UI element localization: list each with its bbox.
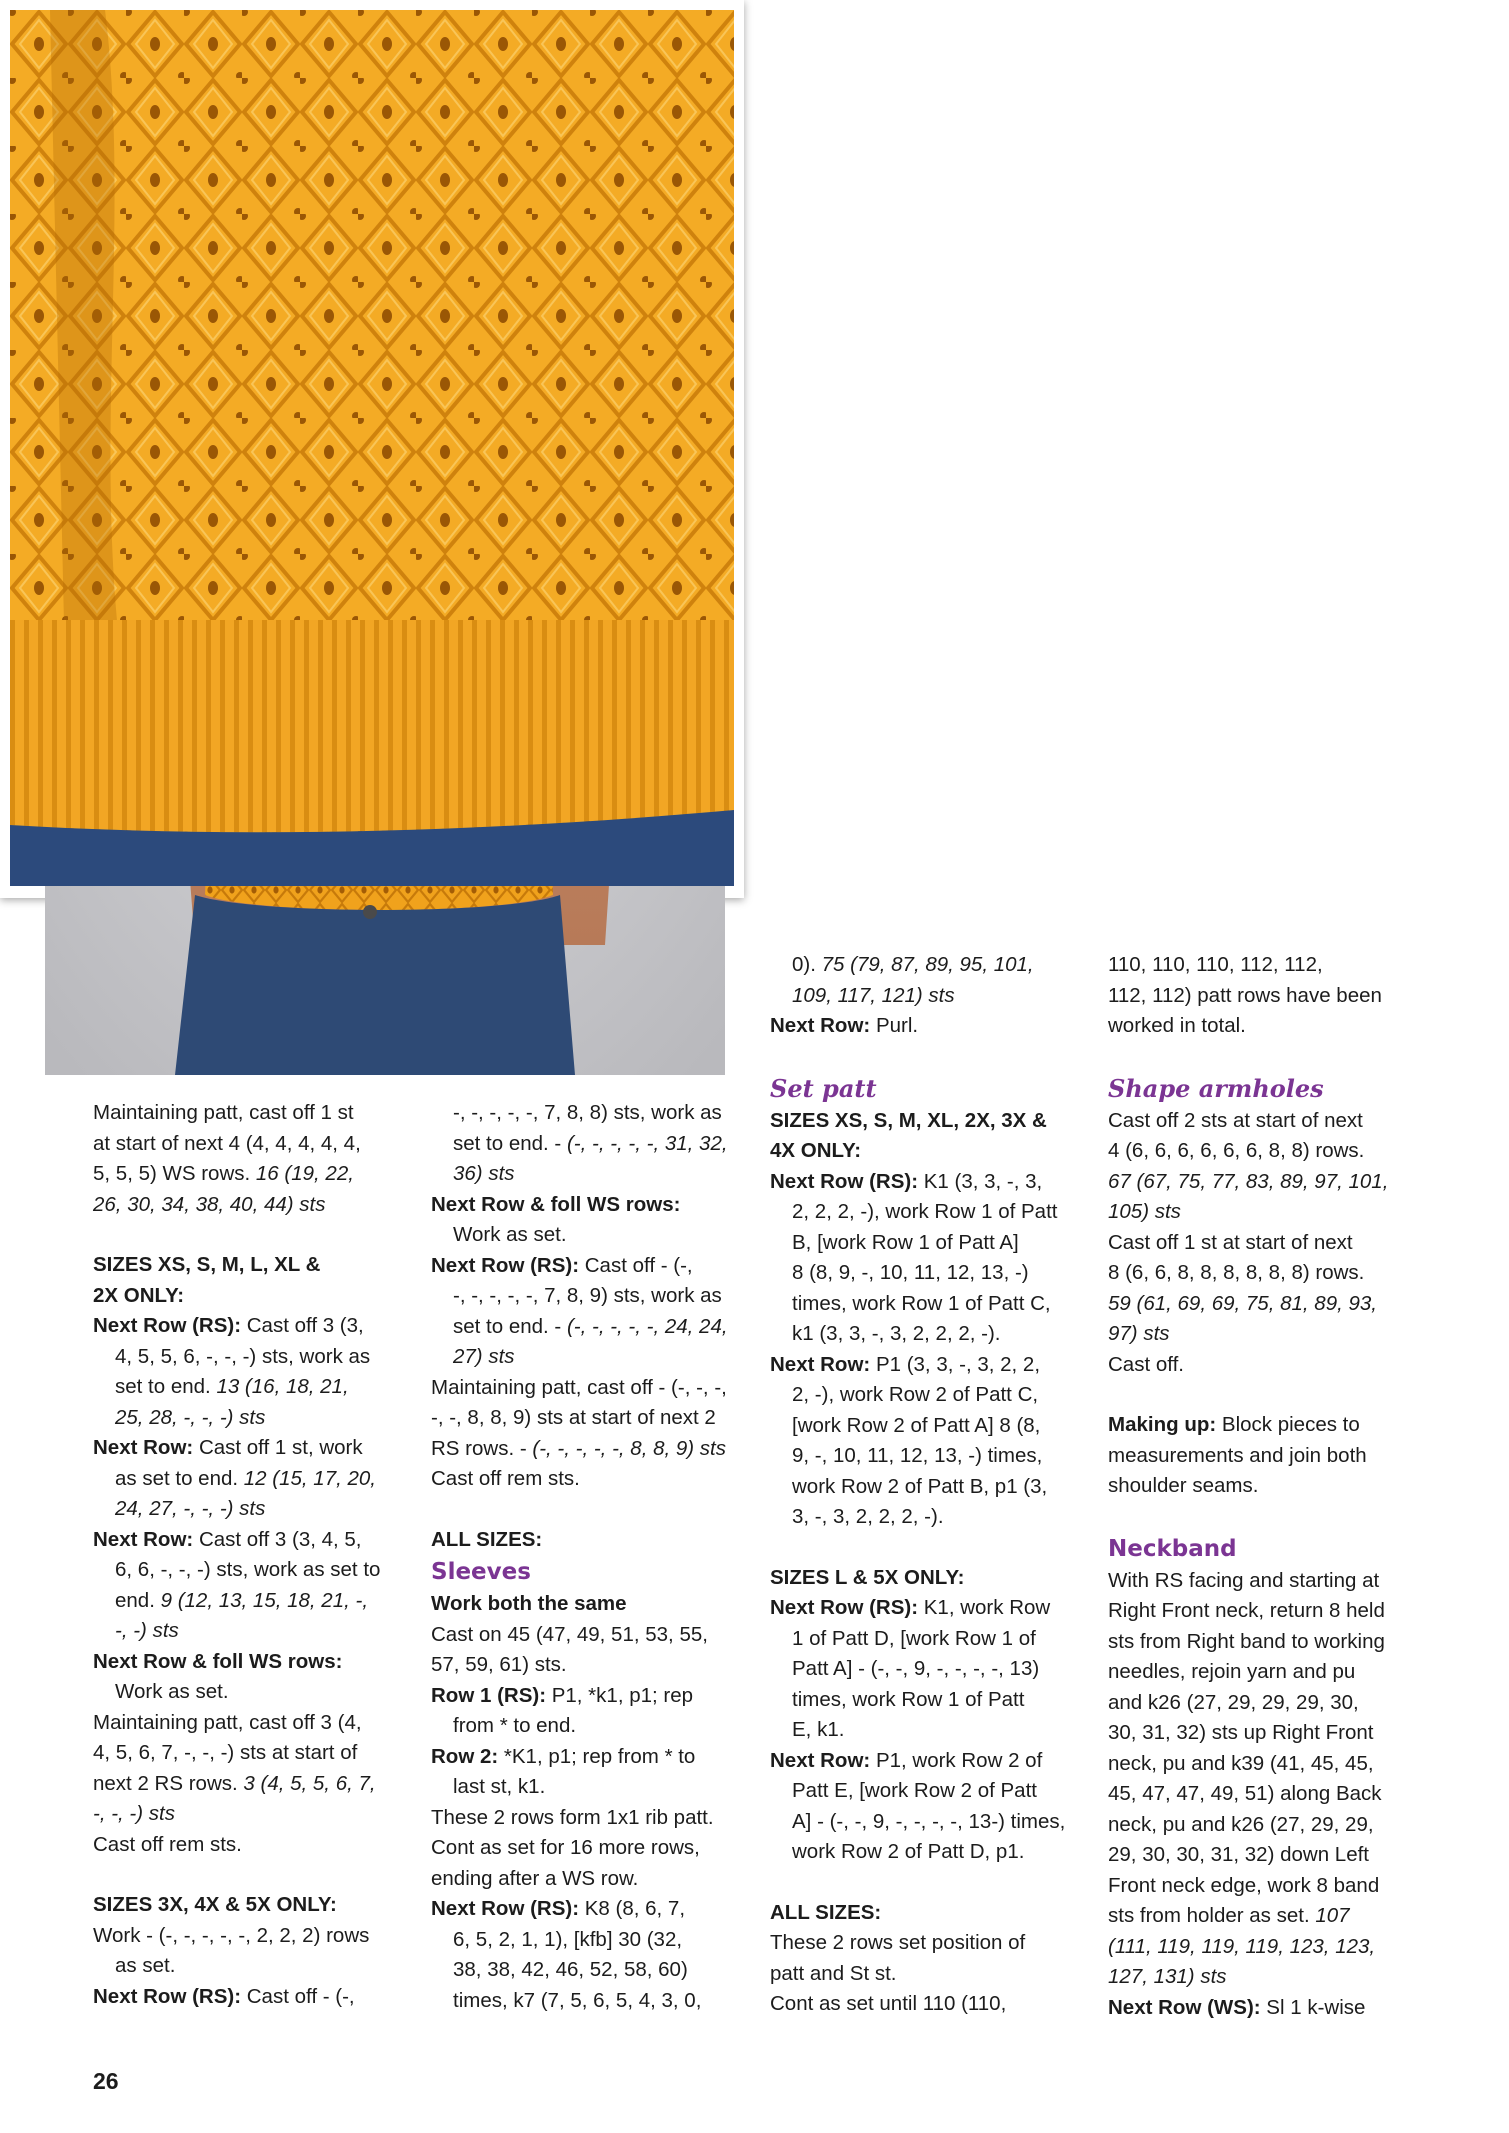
instruction-text: and k26 (27, 29, 29, 29, 30, (1108, 1690, 1359, 1714)
instruction-block (431, 1742, 741, 1803)
instruction-text: E, k1. (792, 1718, 845, 1741)
instruction-line (431, 1373, 741, 1404)
instruction-line (431, 1190, 741, 1221)
instruction-line (1108, 1688, 1428, 1719)
pattern-column-3 (770, 950, 1075, 2020)
instruction-text: Maintaining patt, cast off 1 st (93, 1101, 354, 1124)
instruction-line (93, 1982, 398, 2013)
section-heading: Neckband (1108, 1535, 1237, 1562)
instruction-line (1108, 1258, 1428, 1289)
instruction-line (431, 1342, 741, 1373)
instruction-text: 0). (792, 953, 822, 976)
instruction-text: Cast off - (-, (246, 1984, 355, 2008)
instruction-text: last st, k1. (453, 1775, 546, 1798)
instruction-line (1108, 1749, 1428, 1780)
instruction-line (770, 1350, 1075, 1381)
instruction-text: 9, -, 10, 11, 12, 13, -) times, (792, 1444, 1043, 1467)
instruction-line (770, 1593, 1075, 1624)
instruction-line (431, 1650, 741, 1681)
instruction-block (431, 1098, 741, 1190)
bold-term: ALL SIZES: (431, 1527, 543, 1551)
paragraph-gap (431, 1495, 741, 1525)
instruction-line (770, 1136, 1075, 1167)
instruction-line (770, 1228, 1075, 1259)
instruction-line (431, 1742, 741, 1773)
bold-term: Next Row & foll WS rows: (431, 1192, 681, 1216)
bold-term: Next Row (RS): (770, 1169, 924, 1193)
instruction-line (1108, 1810, 1428, 1841)
instruction-line (1108, 1319, 1428, 1350)
instruction-text: sts from holder as set. (1108, 1904, 1316, 1927)
pattern-column-4 (1108, 950, 1428, 2023)
instruction-line (770, 1807, 1075, 1838)
instruction-block (770, 1167, 1075, 1350)
instruction-text: worked in total. (1108, 1014, 1246, 1037)
instruction-text: as set. (115, 1954, 176, 1977)
stitch-count: 16 (19, 22, (255, 1162, 354, 1185)
instruction-text: patt and St st. (770, 1961, 897, 1985)
instruction-line (1108, 1779, 1428, 1810)
instruction-line (93, 1921, 398, 1952)
instruction-line (1108, 1289, 1428, 1320)
instruction-line (770, 1197, 1075, 1228)
instruction-text: Cont as set until 110 (110, (770, 1992, 1007, 2015)
instruction-text: Maintaining patt, cast off 3 (4, (93, 1710, 362, 1734)
paragraph-gap (770, 1868, 1075, 1898)
instruction-line (770, 950, 1075, 981)
bold-term: Next Row: (770, 1352, 876, 1376)
instruction-block (770, 1593, 1075, 1746)
instruction-text: Work as set. (115, 1680, 229, 1703)
instruction-text: k1 (3, 3, -, 3, 2, 2, 2, -). (792, 1322, 1001, 1345)
bold-term: Row 2: (431, 1744, 504, 1768)
section-heading: Sleeves (431, 1559, 531, 1585)
instruction-text: Patt A] - (-, -, 9, -, -, -, -, 13) (792, 1657, 1040, 1680)
instruction-text: Sl 1 k-wise (1266, 1995, 1366, 2019)
instruction-block (93, 1921, 398, 1982)
instruction-text: A] - (-, -, 9, -, -, -, -, 13-) times, (792, 1809, 1066, 1833)
bold-term: Next Row (RS): (93, 1984, 247, 2008)
instruction-text: 6, 6, -, -, -) sts, work as set to (115, 1558, 381, 1581)
instruction-line (93, 1951, 398, 1982)
stitch-count: 26, 30, 34, 38, 40, 44) sts (93, 1192, 326, 1216)
instruction-line (770, 1563, 1075, 1594)
instruction-line (93, 1250, 398, 1281)
paragraph-gap (1108, 1380, 1428, 1410)
instruction-line (431, 1098, 741, 1129)
stitch-count: (-, -, -, -, -, 24, 24, (566, 1314, 728, 1338)
instruction-text: 45, 47, 47, 49, 51) along Back (1108, 1782, 1382, 1805)
instruction-line (1108, 1901, 1428, 1932)
instruction-text: work Row 2 of Patt B, p1 (3, (792, 1474, 1048, 1498)
instruction-text: 29, 30, 30, 31, 32) down Left (1108, 1843, 1369, 1866)
paragraph-gap (93, 1220, 398, 1250)
instruction-text: Cast off 1 st at start of next (1108, 1230, 1353, 1254)
instruction-line (431, 1434, 741, 1465)
section-heading: Shape armholes (1108, 1073, 1324, 1103)
instruction-text: needles, rejoin yarn and pu (1108, 1660, 1356, 1683)
instruction-line (1108, 1228, 1428, 1259)
instruction-line (770, 1776, 1075, 1807)
instruction-text: 3, -, 3, 2, 2, 2, -). (792, 1505, 944, 1528)
instruction-line (93, 1738, 398, 1769)
instruction-line (431, 1312, 741, 1343)
instruction-line (431, 1281, 741, 1312)
instruction-line (93, 1799, 398, 1830)
instruction-line (93, 1342, 398, 1373)
instruction-text: -, -, 8, 8, 9) sts at start of next 2 (431, 1406, 716, 1429)
instruction-line (1108, 950, 1428, 981)
paragraph-gap (770, 1533, 1075, 1563)
bold-term: Making up: (1108, 1413, 1222, 1436)
instruction-text: 6, 5, 2, 1, 1), [kfb] 30 (32, (453, 1927, 683, 1951)
instruction-line (93, 1586, 398, 1617)
stitch-count: -, -, -) sts (93, 1802, 175, 1825)
instruction-text: sts from Right band to working (1108, 1629, 1385, 1653)
instruction-line (93, 1830, 398, 1861)
instruction-text: Cast on 45 (47, 49, 51, 53, 55, (431, 1622, 708, 1646)
instruction-text: P1, *k1, p1; rep (551, 1683, 694, 1707)
instruction-line (93, 1890, 398, 1921)
paragraph-gap (93, 1860, 398, 1890)
paragraph-gap (1108, 1502, 1428, 1532)
instruction-text: Work - (-, -, -, -, -, 2, 2, 2) rows (93, 1923, 370, 1947)
instruction-line (93, 1433, 398, 1464)
stitch-count: 12 (15, 17, 20, (243, 1466, 376, 1490)
instruction-text: Cast off rem sts. (93, 1832, 242, 1856)
instruction-line (770, 1011, 1075, 1042)
instruction-line (770, 981, 1075, 1012)
bold-term: Next Row (RS): (431, 1897, 585, 1920)
bold-term: 2X ONLY: (93, 1283, 185, 1307)
instruction-line (93, 1525, 398, 1556)
instruction-line (431, 1589, 741, 1620)
bold-term: Next Row (WS): (1108, 1995, 1267, 2019)
instruction-line (93, 1159, 398, 1190)
instruction-line (1108, 1167, 1428, 1198)
stitch-count: 127, 131) sts (1108, 1965, 1227, 1988)
stitch-count: 59 (61, 69, 69, 75, 81, 89, 93, (1108, 1291, 1377, 1315)
instruction-line (1108, 1566, 1428, 1597)
instruction-text: 38, 38, 42, 46, 52, 58, 60) (453, 1958, 688, 1981)
instruction-text: 4, 5, 5, 6, -, -, -) sts, work as (115, 1344, 371, 1368)
instruction-text: Cast off 3 (3, 4, 5, (198, 1527, 362, 1551)
instruction-line (93, 1311, 398, 1342)
instruction-text: Cast off 3 (3, (246, 1314, 364, 1337)
instruction-line (93, 1616, 398, 1647)
instruction-text: -, -, -, -, -, 7, 8, 9) sts, work as (453, 1284, 722, 1307)
stitch-count: -, -) sts (115, 1619, 179, 1642)
instruction-line (93, 1555, 398, 1586)
instruction-line (770, 1654, 1075, 1685)
instruction-text: 4, 5, 6, 7, -, -, -) sts at start of (93, 1741, 358, 1764)
instruction-text: Cast off rem sts. (431, 1467, 580, 1490)
instruction-text: times, work Row 1 of Patt C, (792, 1291, 1051, 1315)
instruction-line (93, 1647, 398, 1678)
instruction-text: These 2 rows form 1x1 rib patt. (431, 1805, 714, 1829)
bold-term: Next Row (RS): (770, 1596, 924, 1619)
instruction-line (1108, 981, 1428, 1012)
instruction-block (770, 950, 1075, 1011)
bold-term: Row 1 (RS): (431, 1683, 552, 1707)
instruction-line (770, 1441, 1075, 1472)
instruction-text: [work Row 2 of Patt A] 8 (8, (792, 1413, 1041, 1437)
instruction-block (431, 1190, 741, 1251)
instruction-block (770, 1350, 1075, 1533)
stitch-count: 3 (4, 5, 5, 6, 7, (243, 1771, 376, 1795)
instruction-line (93, 1372, 398, 1403)
instruction-text: work Row 2 of Patt D, p1. (792, 1840, 1025, 1863)
page-number: 26 (93, 2068, 119, 2094)
bold-term: Next Row: (93, 1436, 199, 1459)
instruction-line (431, 1620, 741, 1651)
instruction-text: set to end. (115, 1375, 217, 1398)
instruction-text: at start of next 4 (4, 4, 4, 4, 4, (93, 1131, 361, 1155)
instruction-text: ending after a WS row. (431, 1866, 639, 1890)
instruction-text: *K1, p1; rep from * to (503, 1744, 696, 1768)
instruction-line (1108, 1596, 1428, 1627)
instruction-line (93, 1129, 398, 1160)
instruction-text: set to end. - (453, 1314, 567, 1338)
instruction-line (1108, 1350, 1428, 1381)
instruction-line (1108, 1657, 1428, 1688)
instruction-line (770, 1472, 1075, 1503)
instruction-text: 57, 59, 61) sts. (431, 1653, 567, 1676)
instruction-line (93, 1190, 398, 1221)
bold-term: SIZES XS, S, M, XL, 2X, 3X & (770, 1108, 1047, 1132)
bold-term: Next Row: (770, 1748, 876, 1772)
instruction-text: P1, work Row 2 of (875, 1748, 1043, 1772)
stitch-count: 25, 28, -, -, -) sts (115, 1405, 266, 1429)
instruction-line (93, 1677, 398, 1708)
instruction-line (431, 1711, 741, 1742)
instruction-block (431, 1251, 741, 1373)
instruction-line (93, 1098, 398, 1129)
instruction-line (431, 1864, 741, 1895)
instruction-text: Maintaining patt, cast off - (-, -, -, (431, 1375, 727, 1399)
instruction-block (770, 1746, 1075, 1868)
instruction-line (1108, 1718, 1428, 1749)
pattern-column-2 (431, 1098, 741, 2016)
instruction-block (431, 1681, 741, 1742)
stitch-count: 9 (12, 13, 15, 18, 21, -, (160, 1588, 369, 1612)
instruction-text: K8 (8, 6, 7, (584, 1897, 686, 1920)
instruction-text: 4 (6, 6, 6, 6, 6, 6, 8, 8) rows. (1108, 1139, 1365, 1162)
instruction-text: neck, pu and k26 (27, 29, 29, (1108, 1812, 1374, 1836)
instruction-text: 5, 5, 5) WS rows. (93, 1162, 256, 1185)
instruction-text: 8 (8, 9, -, 10, 11, 12, 13, -) (792, 1261, 1029, 1284)
instruction-text: 112, 112) patt rows have been (1108, 983, 1382, 1007)
stitch-count: 27) sts (453, 1345, 515, 1368)
bold-term: Next Row: (770, 1014, 876, 1037)
bold-term: Work both the same (431, 1592, 627, 1615)
instruction-text: as set to end. (115, 1466, 244, 1490)
instruction-line (93, 1464, 398, 1495)
instruction-text: Patt E, [work Row 2 of Patt (792, 1779, 1037, 1802)
instruction-text: 30, 31, 32) sts up Right Front (1108, 1721, 1374, 1744)
instruction-line (1108, 1627, 1428, 1658)
instruction-line (770, 1898, 1075, 1929)
instruction-line (1108, 1871, 1428, 1902)
instruction-text: K1 (3, 3, -, 3, (923, 1169, 1043, 1193)
instruction-text: Right Front neck, return 8 held (1108, 1599, 1385, 1622)
stitch-count: 109, 117, 121) sts (792, 983, 955, 1007)
instruction-text: RS rows. - (431, 1436, 533, 1460)
pattern-column-1 (93, 1098, 398, 2012)
bold-term: Next Row (RS): (431, 1253, 585, 1277)
instruction-text: end. (115, 1588, 161, 1612)
instruction-line (770, 1167, 1075, 1198)
instruction-line (1108, 1932, 1428, 1963)
instruction-line (1108, 1410, 1428, 1441)
stitch-count: 13 (16, 18, 21, (216, 1375, 349, 1398)
bold-term: SIZES XS, S, M, L, XL & (93, 1253, 321, 1276)
instruction-line (1108, 1197, 1428, 1228)
instruction-line (431, 1464, 741, 1495)
stitch-count: 75 (79, 87, 89, 95, 101, (821, 953, 1034, 976)
instruction-text: next 2 RS rows. (93, 1771, 244, 1795)
stitch-count: (-, -, -, -, -, 31, 32, (566, 1131, 728, 1155)
instruction-line (431, 1925, 741, 1956)
instruction-line (1108, 1441, 1428, 1472)
instruction-line (93, 1281, 398, 1312)
instruction-line (770, 1746, 1075, 1777)
stitch-count: 67 (67, 75, 77, 83, 89, 97, 101, (1108, 1169, 1389, 1193)
instruction-text: set to end. - (453, 1131, 567, 1155)
stitch-count: 97) sts (1108, 1322, 1170, 1345)
bold-term: SIZES 3X, 4X & 5X ONLY: (93, 1893, 337, 1916)
instruction-line (431, 1986, 741, 2017)
instruction-text: 1 of Patt D, [work Row 1 of (792, 1626, 1036, 1650)
instruction-text: Block pieces to (1221, 1413, 1360, 1436)
instruction-line (1108, 1471, 1428, 1502)
bold-term: SIZES L & 5X ONLY: (770, 1565, 965, 1589)
stitch-count: 36) sts (453, 1162, 515, 1185)
instruction-line (1108, 1136, 1428, 1167)
instruction-line (431, 1220, 741, 1251)
instruction-line (1108, 1962, 1428, 1993)
instruction-line (431, 1525, 741, 1556)
bold-term: 4X ONLY: (770, 1139, 862, 1162)
instruction-text: With RS facing and starting at (1108, 1568, 1380, 1592)
paragraph-gap (1108, 1042, 1428, 1072)
instruction-line (431, 1251, 741, 1282)
instruction-text: These 2 rows set position of (770, 1931, 1026, 1954)
instruction-text: measurements and join both (1108, 1443, 1367, 1467)
instruction-line (431, 1833, 741, 1864)
instruction-line (93, 1708, 398, 1739)
instruction-text: 2, 2, 2, -), work Row 1 of Patt (792, 1200, 1058, 1223)
instruction-line (770, 1928, 1075, 1959)
instruction-block (93, 1647, 398, 1708)
instruction-line (431, 1129, 741, 1160)
instruction-text: Work as set. (453, 1223, 567, 1246)
instruction-text: B, [work Row 1 of Patt A] (792, 1230, 1019, 1254)
instruction-line (770, 1289, 1075, 1320)
instruction-block (93, 1525, 398, 1647)
bold-term: ALL SIZES: (770, 1900, 882, 1924)
instruction-text: Cont as set for 16 more rows, (431, 1836, 700, 1859)
instruction-line (431, 1772, 741, 1803)
instruction-line (770, 1989, 1075, 2020)
instruction-line (431, 1803, 741, 1834)
instruction-line (770, 1411, 1075, 1442)
instruction-line (770, 1106, 1075, 1137)
instruction-line (1108, 1840, 1428, 1871)
bold-term: Next Row (RS): (93, 1314, 247, 1337)
instruction-line (770, 1959, 1075, 1990)
instruction-text: 2, -), work Row 2 of Patt C, (792, 1383, 1039, 1406)
instruction-text: Front neck edge, work 8 band (1108, 1873, 1380, 1897)
instruction-line (431, 1403, 741, 1434)
bold-term: Next Row & foll WS rows: (93, 1649, 343, 1673)
instruction-text: P1 (3, 3, -, 3, 2, 2, (875, 1352, 1041, 1376)
instruction-line (770, 1715, 1075, 1746)
instruction-line (431, 1159, 741, 1190)
stitch-count: (111, 119, 119, 119, 123, 123, (1108, 1934, 1376, 1958)
instruction-text: Cast off 2 sts at start of next (1108, 1108, 1363, 1132)
instruction-text: Purl. (875, 1014, 919, 1037)
lace-detail-photo (10, 10, 734, 886)
instruction-line (1108, 1993, 1428, 2024)
instruction-line (431, 1894, 741, 1925)
instruction-line (770, 1502, 1075, 1533)
instruction-text: shoulder seams. (1108, 1474, 1259, 1497)
instruction-text: 8 (6, 6, 8, 8, 8, 8, 8, 8) rows. (1108, 1261, 1365, 1284)
instruction-block (431, 1894, 741, 2016)
instruction-line (770, 1685, 1075, 1716)
instruction-line (770, 1380, 1075, 1411)
instruction-line (770, 1319, 1075, 1350)
instruction-text: Cast off - (-, (584, 1253, 693, 1277)
instruction-line (1108, 1106, 1428, 1137)
stitch-count: 24, 27, -, -, -) sts (115, 1497, 266, 1520)
instruction-line (770, 1258, 1075, 1289)
instruction-text: K1, work Row (923, 1596, 1051, 1619)
instruction-block (93, 1433, 398, 1525)
instruction-block (93, 1311, 398, 1433)
instruction-text: Cast off 1 st, work (198, 1436, 363, 1459)
stitch-count: (-, -, -, -, -, 8, 8, 9) sts (532, 1436, 726, 1460)
instruction-line (431, 1681, 741, 1712)
detail-photo-frame (0, 0, 744, 898)
section-heading: Set patt (770, 1073, 877, 1103)
instruction-line (93, 1403, 398, 1434)
instruction-line (431, 1955, 741, 1986)
instruction-text: times, work Row 1 of Patt (792, 1687, 1025, 1711)
instruction-text: times, k7 (7, 5, 6, 5, 4, 3, 0, (453, 1988, 702, 2012)
paragraph-gap (770, 1042, 1075, 1072)
stitch-count: 105) sts (1108, 1200, 1181, 1223)
instruction-text: Cast off. (1108, 1352, 1184, 1376)
instruction-text: from * to end. (453, 1714, 577, 1737)
instruction-line (93, 1769, 398, 1800)
instruction-text: neck, pu and k39 (41, 45, 45, (1108, 1751, 1374, 1775)
instruction-line (770, 1837, 1075, 1868)
instruction-text: 110, 110, 110, 112, 112, (1108, 953, 1323, 976)
instruction-text: -, -, -, -, -, 7, 8, 8) sts, work as (453, 1101, 722, 1124)
instruction-line (1108, 1011, 1428, 1042)
instruction-line (770, 1624, 1075, 1655)
stitch-count: 107 (1315, 1904, 1350, 1927)
bold-term: Next Row: (93, 1527, 199, 1551)
instruction-line (93, 1494, 398, 1525)
